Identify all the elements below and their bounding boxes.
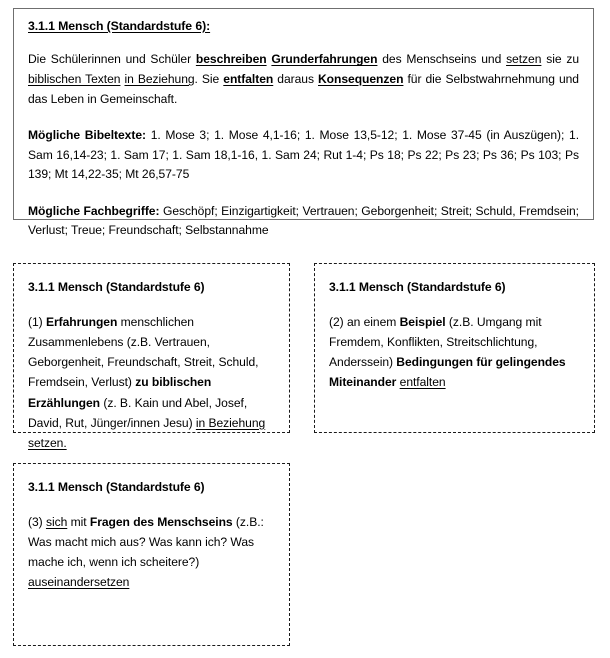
text-run-1: beschreiben [195, 52, 267, 67]
text-run-3: Fragen des Menschseins [89, 515, 233, 530]
text-run-5: auseinandersetzen [28, 575, 130, 590]
text-run-2: mit [67, 515, 90, 530]
text-run-7: biblischen Texten [28, 71, 121, 86]
text-run-11: entfalten [223, 71, 274, 86]
fachbegriffe-value: Geschöpf; Einzigartigkeit; Vertrauen; Geborgenheit; Streit; Schuld, Fremdsein; Verlust; Treue; Freundschaft; Selbstannahme [28, 203, 579, 238]
competency-1-text [28, 312, 275, 452]
bibeltexte-value: 1. Mose 3; 1. Mose 4,1-16; 1. Mose 13,5-12; 1. Mose 37-45 (in Auszügen); 1. Sam 16,14-23; 1. Sam 17; 1. Sam 18,1-16, 1. Sam 24; Rut 1-4; Ps 18; Ps 22; Ps 23; Ps 36; Ps 103; Ps 139; Mt 14,22-35; Mt 26,57-75 [28, 128, 580, 182]
text-run-14: für die Selbstwahrnehmung und das Leben in Gemeinschaft. [28, 71, 579, 106]
text-run-4: (z.B.: Was macht mich aus? Was kann ich? Was mache ich, wenn ich scheitere?) [28, 515, 264, 570]
text-run-3: Bedingungen für gelingendes Miteinander [329, 355, 566, 390]
bibeltexte-paragraph [28, 126, 579, 185]
text-run-2: menschlichen Zusammenlebens (z.B. Vertrauen, Geborgenheit, Freundschaft, Streit, Schuld, Fremdsein, Verlust) [28, 315, 259, 390]
competency-3-text [28, 512, 275, 592]
competency-box-3 [13, 463, 290, 646]
text-run-0: (2) an einem [329, 315, 400, 330]
standard-box [13, 8, 594, 238]
competency-box-2 [314, 263, 595, 433]
competency-3-title: 3.1.1 Mensch (Standardstufe 6) [28, 480, 205, 494]
text-run-9: in Beziehung [124, 71, 195, 86]
standard-title: 3.1.1 Mensch (Standardstufe 6): [28, 19, 211, 33]
text-run-3: zu biblischen Erzählungen [28, 375, 212, 410]
text-run-5: setzen [506, 52, 542, 67]
text-run-2: (z.B. Umgang mit Fremdem, Konflikten, Streitschlichtung, Anderssein) [329, 315, 542, 370]
competency-2-text [329, 312, 580, 392]
text-run-5: in Beziehung setzen. [28, 415, 266, 450]
competency-1-title: 3.1.1 Mensch (Standardstufe 6) [28, 280, 205, 294]
text-run-0: Die Schülerinnen und Schüler [28, 52, 196, 67]
bibeltexte-label: Mögliche Bibeltexte: [28, 128, 146, 143]
text-run-1: Erfahrungen [45, 315, 118, 330]
text-run-3: Grunderfahrungen [271, 52, 378, 67]
text-run-5: entfalten [399, 375, 446, 390]
text-run-0: (3) [28, 515, 46, 530]
text-run-1: Beispiel [399, 315, 446, 330]
text-run-4: (z. B. Kain und Abel, Josef, David, Rut, Jünger/innen Jesu) [28, 395, 248, 430]
competency-2-title: 3.1.1 Mensch (Standardstufe 6) [329, 280, 506, 294]
text-run-4: des Menschseins und [377, 52, 507, 67]
text-run-13: Konsequenzen [318, 71, 404, 86]
competency-box-1 [13, 263, 290, 450]
text-run-6: sie zu [541, 52, 579, 67]
text-run-12: daraus [273, 71, 318, 86]
standard-description [28, 50, 579, 109]
fachbegriffe-label: Mögliche Fachbegriffe: [28, 203, 160, 218]
fachbegriffe-paragraph [28, 202, 579, 241]
text-run-10: . Sie [194, 71, 224, 86]
text-run-0: (1) [28, 315, 46, 330]
text-run-1: sich [45, 515, 68, 530]
